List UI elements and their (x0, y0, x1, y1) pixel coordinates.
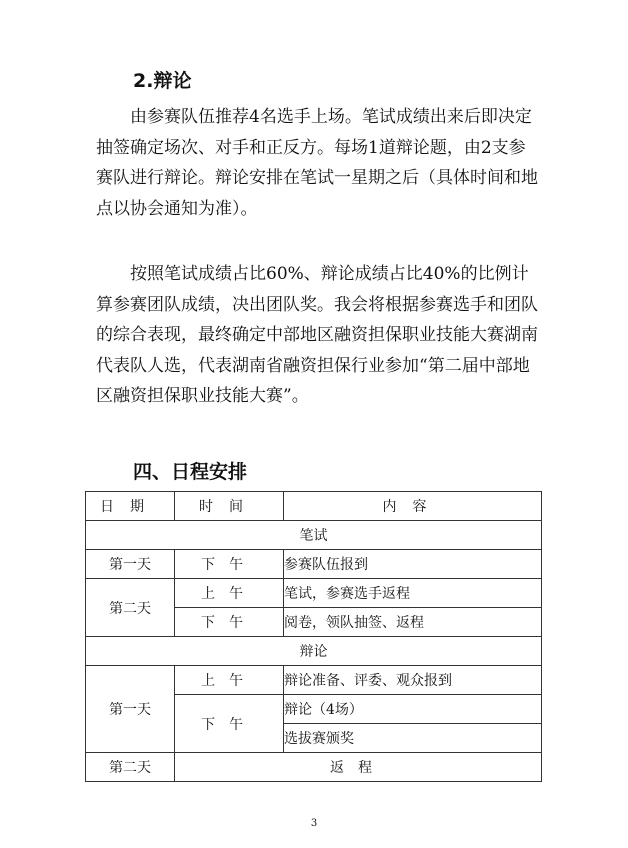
content-cell: 阅卷，领队抽签、返程 (284, 608, 542, 637)
header-time: 时间 (175, 492, 284, 521)
table-row (86, 666, 542, 695)
header-content: 内容 (284, 492, 542, 521)
time-cell: 下午 (175, 550, 284, 579)
day-cell: 第一天 (86, 550, 175, 579)
content-cell: 辩论准备、评委、观众报到 (284, 666, 542, 695)
day-cell: 第一天 (86, 666, 175, 753)
content-cell: 辩论（4场） (284, 695, 542, 724)
day-cell: 第二天 (86, 579, 175, 637)
section-heading-schedule: 四、日程安排 (133, 461, 248, 483)
paragraph-scoring: 按照笔试成绩占比60%、辩论成绩占比40%的比例计算参赛团队成绩，决出团队奖。我会将根据参赛选手和团队的综合表现，最终确定中部地区融资担保职业技能大赛湖南代表队人选，代表湖南省融资担保行业参加“第二届中部地区融资担保职业技能大赛”。 (96, 264, 538, 406)
content-cell: 返程 (175, 753, 542, 782)
schedule-table (85, 491, 542, 782)
content-cell: 笔试，参赛选手返程 (284, 579, 542, 608)
day-cell: 第二天 (86, 753, 175, 782)
paragraph-debate-rules: 由参赛队伍推荐4名选手上场。笔试成绩出来后即决定抽签确定场次、对手和正反方。每场1道辩论题，由2支参赛队进行辩论。辩论安排在笔试一星期之后（具体时间和地点以协会通知为准）。 (96, 107, 538, 219)
time-cell: 下午 (175, 608, 284, 637)
table-row (86, 579, 542, 608)
time-cell: 下午 (175, 695, 284, 753)
table-row (86, 753, 542, 782)
table-header-row (86, 492, 542, 521)
page-number: 3 (310, 818, 318, 829)
content-cell: 参赛队伍报到 (284, 550, 542, 579)
table-row (86, 550, 542, 579)
time-cell: 上午 (175, 666, 284, 695)
section-title-written: 笔试 (86, 521, 542, 550)
section-title-debate: 辩论 (86, 637, 542, 666)
header-date: 日期 (86, 492, 175, 521)
table-row (86, 521, 542, 550)
table-row (86, 637, 542, 666)
content-cell: 选拔赛颁奖 (284, 724, 542, 753)
time-cell: 上午 (175, 579, 284, 608)
section-heading-debate: 2.辩论 (133, 70, 192, 92)
